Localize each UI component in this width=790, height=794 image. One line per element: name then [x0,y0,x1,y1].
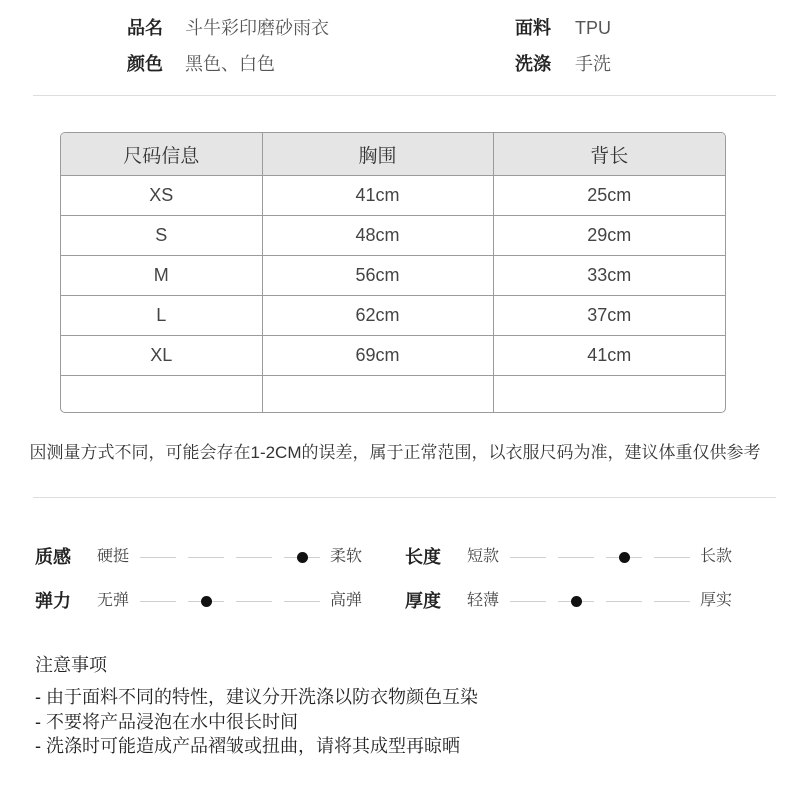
back-length-cell: 41cm [493,336,725,376]
scale-title: 弹力 [35,591,71,611]
scale-max-label: 厚实 [700,592,733,609]
scale-segment [654,557,690,558]
back-length-cell: 33cm [493,256,725,296]
size-cell [61,376,262,413]
attribute-scale-thickness [405,589,745,613]
scale-segment [606,601,642,602]
scale-track [510,545,690,569]
attribute-scale-texture [35,545,375,569]
chest-cell: 62cm [262,296,493,336]
color-value: 黑色、白色 [185,54,275,74]
chest-cell [262,376,493,413]
scale-min-label: 轻薄 [467,592,500,609]
product-name-value: 斗牛彩印磨砂雨衣 [185,18,329,38]
divider-middle [33,497,776,498]
chest-cell: 69cm [262,336,493,376]
header-size: 尺码信息 [61,133,262,176]
scale-segment [140,601,176,602]
size-cell: S [61,216,262,256]
washing-value: 手洗 [575,54,611,74]
size-table-header-row [61,133,725,176]
scale-track [140,545,320,569]
scale-max-label: 高弹 [330,592,363,609]
chest-cell: 48cm [262,216,493,256]
table-row [61,296,725,336]
scale-indicator-dot [201,596,212,607]
scale-max-label: 柔软 [330,548,363,565]
header-chest: 胸围 [262,133,493,176]
scale-segment [654,601,690,602]
back-length-cell: 25cm [493,176,725,216]
back-length-cell: 29cm [493,216,725,256]
size-table [61,133,725,412]
size-cell: M [61,256,262,296]
scale-min-label: 无弹 [97,592,130,609]
scale-title: 厚度 [405,591,441,611]
back-length-cell: 37cm [493,296,725,336]
table-row [61,176,725,216]
chest-cell: 56cm [262,256,493,296]
size-cell: L [61,296,262,336]
scale-segment [236,601,272,602]
size-cell: XL [61,336,262,376]
washing-label: 洗涤 [515,54,551,74]
scale-indicator-dot [297,552,308,563]
scale-title: 长度 [405,547,441,567]
scale-min-label: 硬挺 [97,548,130,565]
scale-segment [510,557,546,558]
divider-top [33,95,776,96]
attribute-scale-elasticity [35,589,375,613]
product-name-label: 品名 [127,18,163,38]
scale-segment [558,557,594,558]
color-label: 颜色 [127,54,163,74]
table-row [61,256,725,296]
material-value: TPU [575,18,611,38]
scale-min-label: 短款 [467,548,500,565]
material-label: 面料 [515,18,551,38]
measurement-note: 因测量方式不同，可能会存在1-2CM的误差，属于正常范围，以衣服尺码为准，建议体重仅供参考 [29,443,761,462]
care-notes-list [35,685,478,759]
size-cell: XS [61,176,262,216]
scale-segment [140,557,176,558]
scale-segment [284,601,320,602]
table-row [61,216,725,256]
list-item: - 不要将产品浸泡在水中很长时间 [35,711,298,732]
scale-segment [188,557,224,558]
back-length-cell [493,376,725,413]
table-row [61,336,725,376]
scale-title: 质感 [35,547,71,567]
size-table-container [60,132,726,413]
scale-segment [510,601,546,602]
table-row-empty [61,376,725,413]
scale-track [510,589,690,613]
scale-indicator-dot [619,552,630,563]
list-item: - 由于面料不同的特性，建议分开洗涤以防衣物颜色互染 [35,687,478,707]
chest-cell: 41cm [262,176,493,216]
scale-indicator-dot [571,596,582,607]
list-item: - 洗涤时可能造成产品褶皱或扭曲，请将其成型再晾晒 [35,736,460,756]
scale-track [140,589,320,613]
header-back-length: 背长 [493,133,725,176]
scale-max-label: 长款 [700,548,733,565]
scale-segment [236,557,272,558]
care-notes-title: 注意事项 [35,655,107,675]
attribute-scale-length [405,545,745,569]
